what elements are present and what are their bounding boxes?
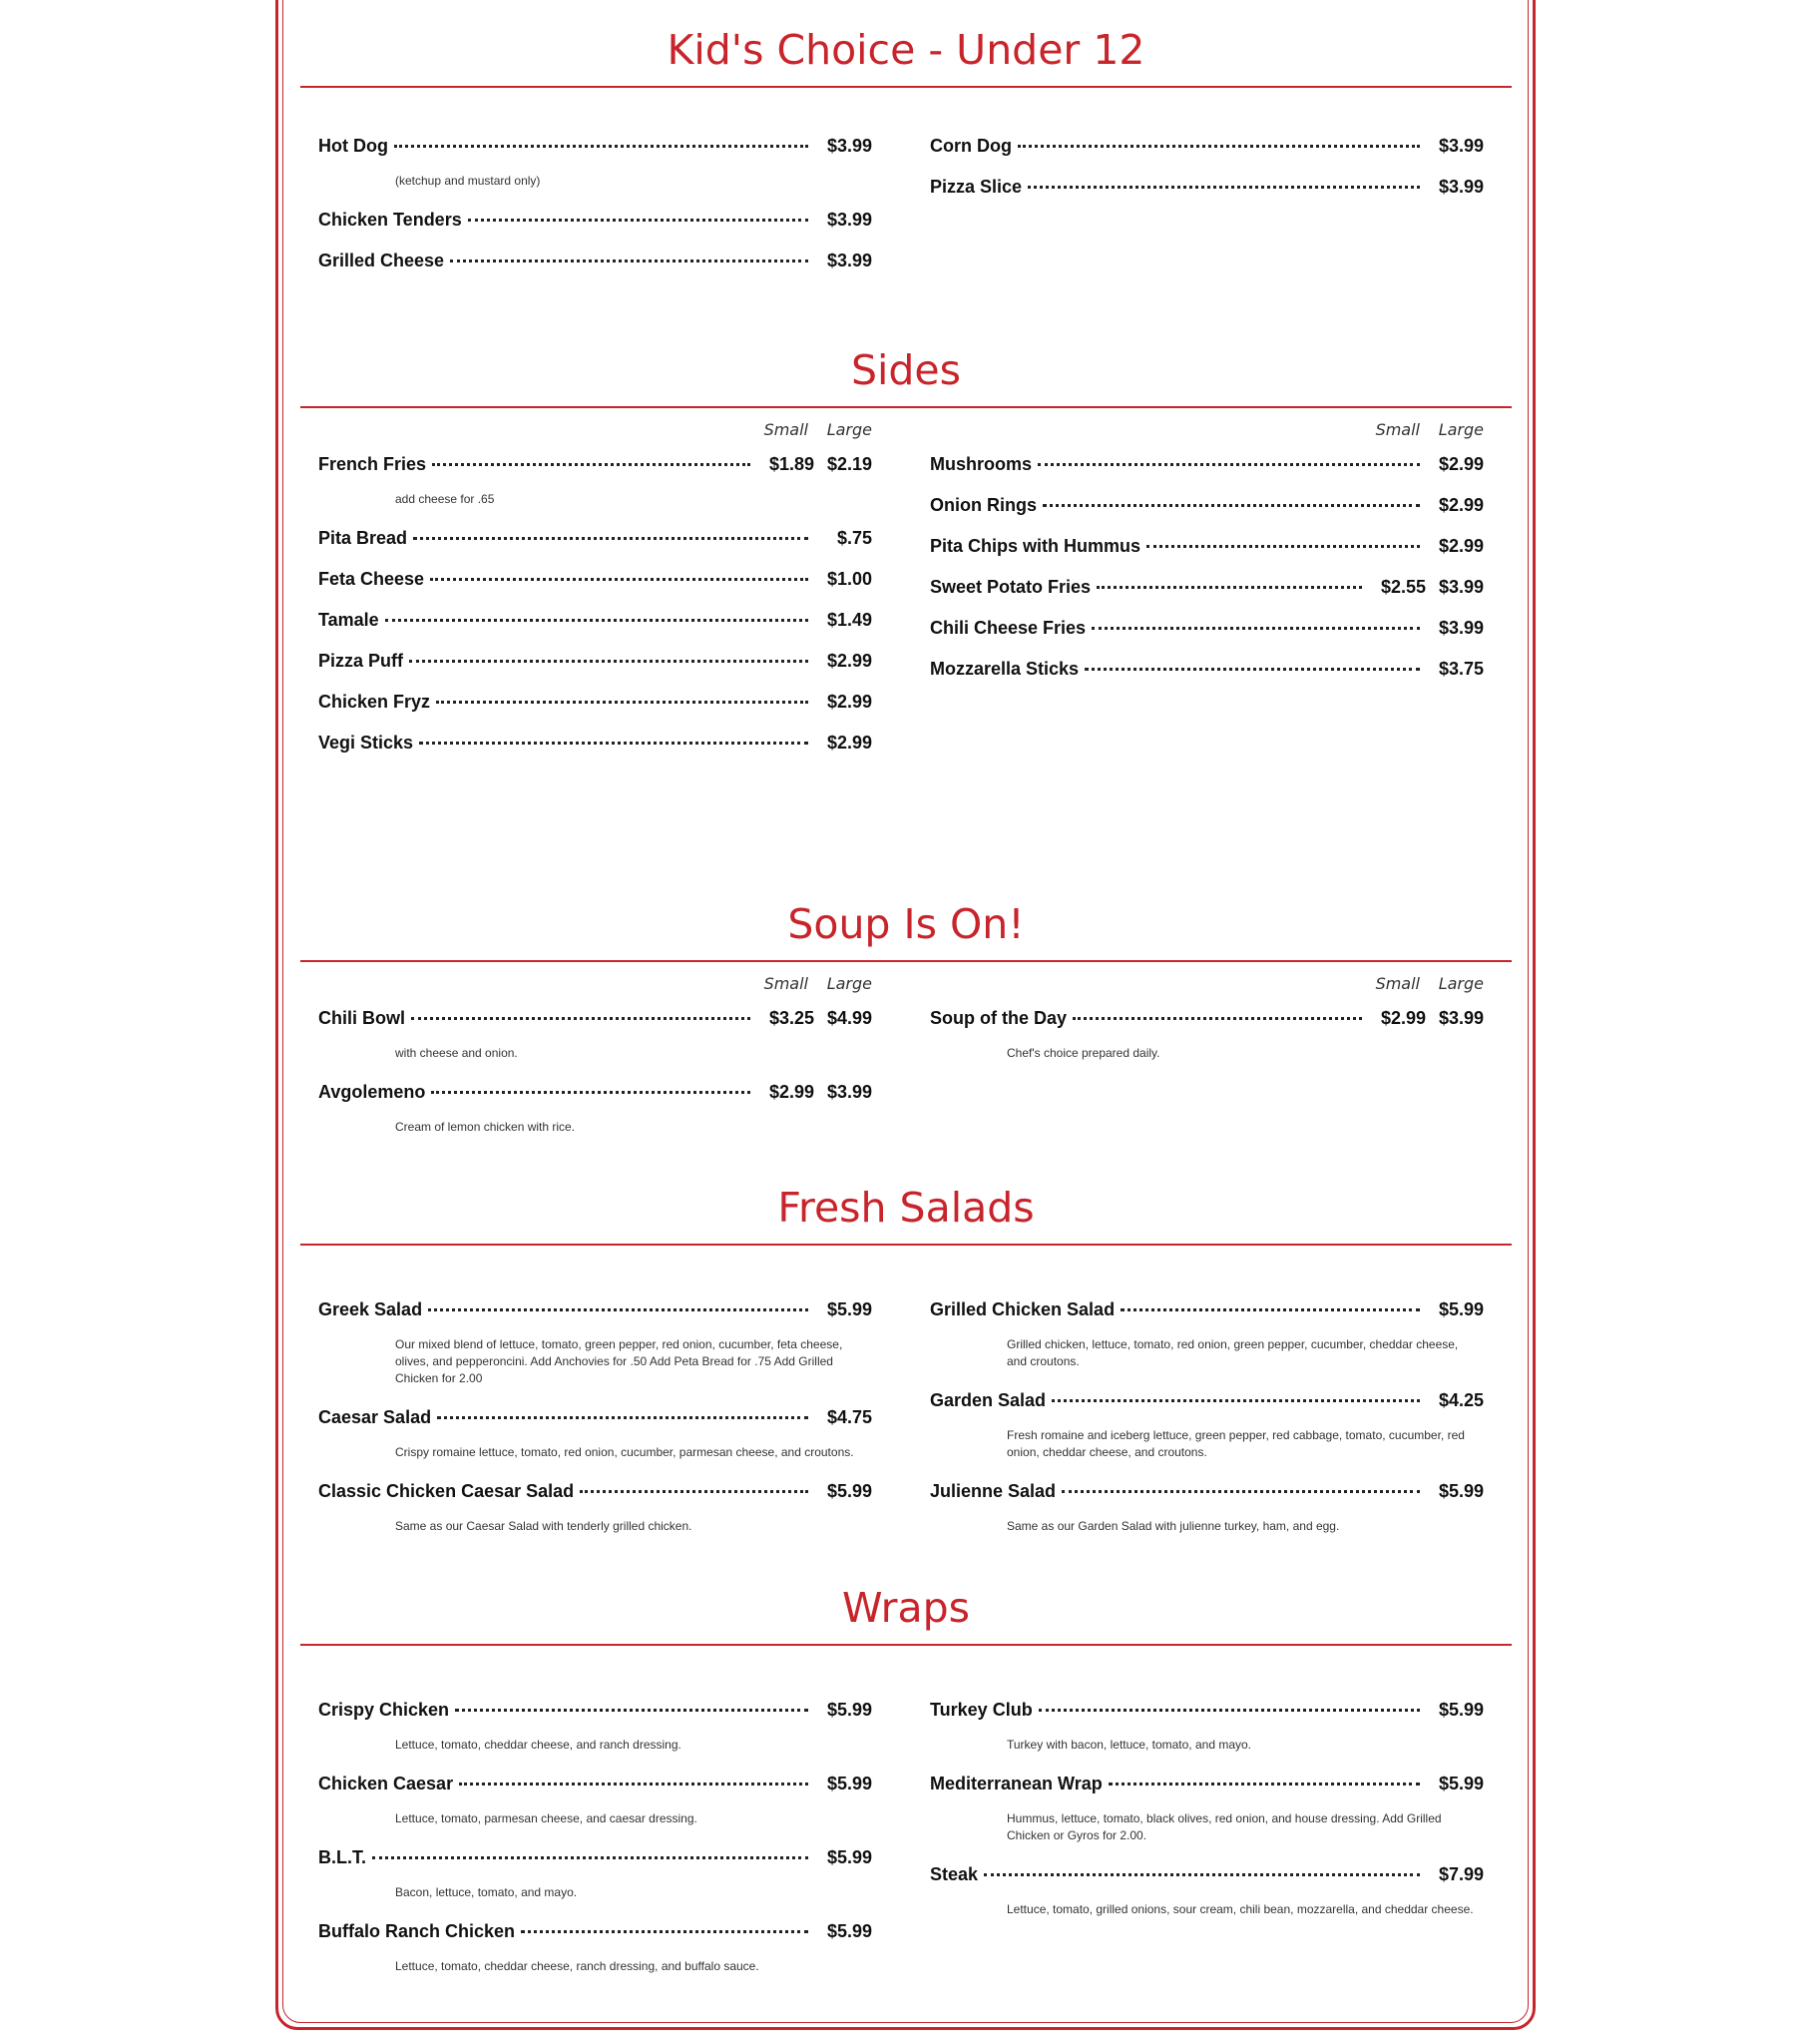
item-price: $5.99 [1438,1299,1484,1319]
dot-leader [1039,1709,1420,1712]
item-price: $5.99 [826,1700,872,1720]
menu-item [318,692,872,713]
menu-item [930,1008,1484,1062]
menu-item [930,577,1484,598]
menu-item [318,251,872,271]
dot-leader [468,219,808,222]
item-name: Chili Bowl [318,1008,405,1028]
item-description: Hummus, lettuce, tomato, black olives, red onion, and house dressing. Add Grilled Chicken or Gyros for 2.00. [1007,1811,1442,1842]
dot-leader [432,463,750,466]
menu-item-row [930,136,1484,157]
dot-leader [1085,668,1420,671]
item-price: $2.99 [826,651,872,671]
menu-item-row [318,733,872,754]
menu-item [318,454,872,508]
item-description: Crispy romaine lettuce, tomato, red onion, cucumber, parmesan cheese, and croutons. [395,1445,854,1459]
item-description: Lettuce, tomato, grilled onions, sour cream, chili bean, mozzarella, and cheddar cheese. [1007,1902,1474,1916]
menu-item-row [318,1847,872,1868]
left-column [318,962,872,1136]
right-column [930,1279,1484,1535]
section-title: Fresh Salads [300,1182,1512,1246]
item-price: $3.99 [1438,618,1484,638]
section-salads [300,1182,1512,1535]
item-name: Greek Salad [318,1299,423,1319]
menu-item [318,1082,872,1136]
item-price: $5.99 [1438,1774,1484,1793]
item-name: Grilled Chicken Salad [930,1299,1116,1319]
item-description: (ketchup and mustard only) [395,174,541,188]
menu-item-row [930,536,1484,557]
menu-item-row [318,692,872,713]
item-name: Chicken Tenders [318,210,462,230]
item-description: with cheese and onion. [395,1046,518,1060]
item-price: $3.99 [826,251,872,270]
item-price: $3.99 [1438,136,1484,156]
menu-item [318,610,872,631]
item-description: Same as our Garden Salad with julienne turkey, ham, and egg. [1007,1519,1340,1533]
small-label: Small [1375,974,1420,993]
menu-item-row [930,1008,1484,1029]
menu-item [318,210,872,231]
section-kids [300,24,1512,271]
item-description: Lettuce, tomato, cheddar cheese, and ranch dressing. [395,1738,681,1752]
size-header [930,420,1484,444]
item-name: Vegi Sticks [318,733,414,753]
item-name: Pita Bread [318,528,408,548]
menu-item-row [318,251,872,271]
menu-item-row [318,454,872,475]
dot-leader [1121,1308,1420,1311]
item-description: Fresh romaine and iceberg lettuce, green pepper, red cabbage, tomato, cucumber, red onion, cheddar cheese, and croutons. [1007,1428,1465,1459]
small-label: Small [1375,420,1420,439]
item-name: Chili Cheese Fries [930,618,1087,638]
menu-item-row [930,618,1484,639]
menu-item [318,1299,872,1387]
dot-leader [1043,504,1420,507]
dot-leader [413,537,808,540]
item-price: $2.19 [826,454,872,474]
menu-item [930,454,1484,475]
menu-item-row [930,577,1484,598]
item-name: Mozzarella Sticks [930,659,1080,679]
menu-item [930,495,1484,516]
left-column [318,116,872,271]
dot-leader [394,145,808,148]
left-column [318,1680,872,1975]
item-price-small: $2.99 [768,1082,814,1102]
item-price: $3.75 [1438,659,1484,679]
item-name: Steak [930,1864,979,1884]
item-description: Grilled chicken, lettuce, tomato, red onion, green pepper, cucumber, cheddar cheese, and croutons. [1007,1337,1459,1368]
menu-item [318,651,872,672]
menu-item-row [930,1774,1484,1794]
menu-item [318,1407,872,1461]
menu-item [318,1847,872,1901]
section-sides [300,344,1512,754]
item-name: Buffalo Ranch Chicken [318,1921,516,1941]
item-description: Lettuce, tomato, cheddar cheese, ranch dressing, and buffalo sauce. [395,1959,759,1973]
menu-item-row [930,177,1484,198]
item-name: Julienne Salad [930,1481,1057,1501]
item-price: $2.99 [1438,454,1484,474]
item-price: $2.99 [826,692,872,712]
menu-item-row [318,610,872,631]
menu-item-row [318,1407,872,1428]
item-price-small: $2.55 [1380,577,1426,597]
item-name: Crispy Chicken [318,1700,450,1720]
dot-leader [521,1930,808,1933]
dot-leader [455,1709,808,1712]
menu-item-row [318,1082,872,1103]
item-name: Mushrooms [930,454,1033,474]
dot-leader [580,1490,808,1493]
menu-item-row [318,136,872,157]
item-description: Bacon, lettuce, tomato, and mayo. [395,1885,578,1899]
menu-item [930,659,1484,680]
item-price: $.75 [836,528,872,548]
item-name: Tamale [318,610,379,630]
menu-item [930,1299,1484,1370]
item-description: Chef's choice prepared daily. [1007,1046,1160,1060]
dot-leader [431,1091,750,1094]
large-label: Large [826,974,872,993]
item-name: Corn Dog [930,136,1012,156]
menu-item-row [318,569,872,590]
menu-item [930,1864,1484,1918]
menu-item [318,1700,872,1754]
menu-item [930,1390,1484,1461]
item-price: $2.99 [1438,536,1484,556]
section-title: Sides [300,344,1512,408]
item-price: $4.25 [1438,1390,1484,1410]
size-header [318,420,872,444]
menu-item-row [930,1390,1484,1411]
item-price: $5.99 [1438,1700,1484,1720]
menu-item [930,1481,1484,1535]
item-price: $3.99 [826,210,872,230]
dot-leader [1073,1017,1362,1020]
dot-leader [1052,1399,1420,1402]
menu-item-row [930,454,1484,475]
menu-item [318,1481,872,1535]
item-price-small: $1.89 [768,454,814,474]
menu-item-row [318,1774,872,1794]
dot-leader [419,742,808,745]
item-name: Hot Dog [318,136,388,156]
menu-item [318,733,872,754]
item-name: Pizza Slice [930,177,1023,197]
section-title: Soup Is On! [300,898,1512,962]
menu-item [318,1921,872,1975]
item-name: Garden Salad [930,1390,1047,1410]
item-name: Feta Cheese [318,569,425,589]
item-name: Caesar Salad [318,1407,432,1427]
small-label: Small [763,974,808,993]
dot-leader [1109,1783,1420,1786]
item-price: $1.00 [826,569,872,589]
item-price: $3.99 [826,1082,872,1102]
left-column [318,1279,872,1535]
dot-leader [1097,586,1362,589]
right-column [930,1680,1484,1975]
item-price: $5.99 [826,1847,872,1867]
item-name: Grilled Cheese [318,251,445,270]
item-description: Cream of lemon chicken with rice. [395,1120,576,1134]
item-price: $5.99 [826,1299,872,1319]
item-description: Same as our Caesar Salad with tenderly grilled chicken. [395,1519,692,1533]
menu-item [930,177,1484,198]
item-price: $3.99 [1438,1008,1484,1028]
menu-item [318,136,872,190]
item-price: $5.99 [826,1921,872,1941]
section-title: Kid's Choice - Under 12 [300,24,1512,88]
menu-item-row [930,1481,1484,1502]
menu-item-row [318,528,872,549]
item-description: Lettuce, tomato, parmesan cheese, and caesar dressing. [395,1811,697,1825]
dot-leader [450,259,808,262]
menu-item-row [318,651,872,672]
dot-leader [428,1308,808,1311]
item-name: Chicken Fryz [318,692,431,712]
item-name: Turkey Club [930,1700,1033,1720]
large-label: Large [826,420,872,439]
dot-leader [1028,186,1420,189]
item-name: B.L.T. [318,1847,366,1867]
item-description: Our mixed blend of lettuce, tomato, green pepper, red onion, cucumber, feta cheese, olives, and pepperoncini. Add Anchovies for .50 Add Peta Bread for .75 Add Grilled Chicken for 2.00 [395,1337,843,1385]
item-name: Pizza Puff [318,651,404,671]
item-price: $5.99 [826,1481,872,1501]
menu-item [318,569,872,590]
menu-item [930,1774,1484,1844]
item-price: $2.99 [1438,495,1484,515]
menu-item [318,528,872,549]
small-label: Small [763,420,808,439]
large-label: Large [1438,974,1484,993]
menu-item-row [318,1921,872,1942]
item-price: $2.99 [826,733,872,753]
menu-item-row [318,1008,872,1029]
dot-leader [409,660,808,663]
dot-leader [1146,545,1420,548]
menu-item [318,1008,872,1062]
item-name: French Fries [318,454,427,474]
menu-item [930,136,1484,157]
left-column [318,408,872,754]
menu-item [930,618,1484,639]
dot-leader [1038,463,1420,466]
item-name: Chicken Caesar [318,1774,454,1793]
section-soup [300,898,1512,1136]
item-name: Avgolemeno [318,1082,426,1102]
item-name: Onion Rings [930,495,1037,515]
item-price: $4.99 [826,1008,872,1028]
menu-item-row [930,1864,1484,1885]
item-name: Mediterranean Wrap [930,1774,1103,1793]
dot-leader [385,619,808,622]
size-header [318,974,872,998]
item-price: $4.75 [826,1407,872,1427]
size-header [930,974,1484,998]
right-column [930,408,1484,754]
item-name: Sweet Potato Fries [930,577,1092,597]
menu-item [930,536,1484,557]
dot-leader [430,578,808,581]
menu-item-row [318,210,872,231]
item-price: $3.99 [826,136,872,156]
section-title: Wraps [300,1582,1512,1646]
item-price: $3.99 [1438,177,1484,197]
menu-item-row [930,1700,1484,1721]
item-name: Soup of the Day [930,1008,1068,1028]
menu-item [318,1774,872,1827]
item-price: $5.99 [1438,1481,1484,1501]
section-wraps [300,1582,1512,1975]
menu-item-row [318,1700,872,1721]
dot-leader [437,1416,808,1419]
item-price: $1.49 [826,610,872,630]
menu-item-row [318,1481,872,1502]
menu-item-row [318,1299,872,1320]
item-price: $3.99 [1438,577,1484,597]
item-description: add cheese for .65 [395,492,495,506]
dot-leader [1092,627,1420,630]
large-label: Large [1438,420,1484,439]
item-name: Classic Chicken Caesar Salad [318,1481,575,1501]
dot-leader [411,1017,750,1020]
menu-item [930,1700,1484,1754]
item-price-small: $3.25 [768,1008,814,1028]
item-price: $7.99 [1438,1864,1484,1884]
menu-item-row [930,495,1484,516]
right-column [930,116,1484,271]
dot-leader [436,701,808,704]
dot-leader [459,1783,808,1786]
right-column [930,962,1484,1136]
menu-item-row [930,659,1484,680]
dot-leader [984,1873,1420,1876]
item-name: Pita Chips with Hummus [930,536,1141,556]
item-description: Turkey with bacon, lettuce, tomato, and mayo. [1007,1738,1252,1752]
item-price: $5.99 [826,1774,872,1793]
dot-leader [372,1856,808,1859]
dot-leader [1018,145,1420,148]
dot-leader [1062,1490,1420,1493]
menu-item-row [930,1299,1484,1320]
item-price-small: $2.99 [1380,1008,1426,1028]
